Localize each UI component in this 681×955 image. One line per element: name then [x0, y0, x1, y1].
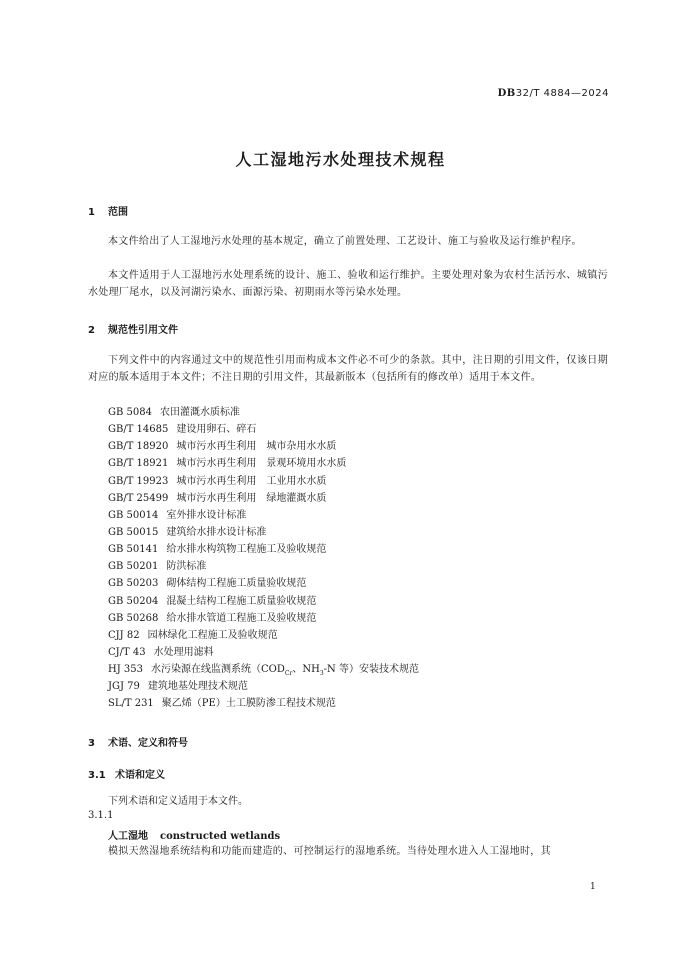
reference-item: GB 50015 建筑给水排水设计标准 [108, 526, 267, 538]
document-title: 人工湿地污水处理技术规程 [235, 150, 446, 169]
reference-item: HJ 353 水污染源在线监测系统（$COD_{Cr}$、$NH_3-N$ 等）安装技术规范 [108, 664, 419, 678]
reference-item: GB 5084 农田灌溉水质标准 [108, 407, 240, 418]
reference-item: GB/T 19923 城市污水再生利用 工业用水水质 [108, 475, 327, 487]
reference-item: CJ/T 43 水处理用滤料 [108, 646, 214, 658]
reference-item: GB 50014 室外排水设计标准 [108, 509, 247, 521]
reference-item: GB/T 25499 城市污水再生利用 绿地灌溉水质 [108, 492, 327, 504]
reference-item: GB/T 18920 城市污水再生利用 城市杂用水水质 [108, 441, 337, 453]
reference-item: GB 50203 砌体结构工程施工质量验收规范 [108, 578, 307, 590]
page-number: 1 [590, 882, 596, 892]
reference-item: JGJ 79 建筑地基处理技术规范 [108, 681, 248, 693]
references-intro: 下列文件中的内容通过文中的规范性引用而构成本文件必不可少的条款。其中，注日期的引用文件，仅该日期对应的版本适用于本文件；不注日期的引用文件，其最新版本（包括所有的修改单）适用于本文件。 [88, 355, 608, 383]
reference-item: GB 50204 混凝土结构工程施工质量验收规范 [108, 595, 317, 607]
term-number: 3.1.1 [88, 810, 114, 821]
section-1-heading: 1 范围 [88, 207, 128, 218]
reference-item: GB 50141 给水排水构筑物工程施工及验收规范 [108, 544, 327, 556]
document-code: DB32/T 4884—2024 [497, 88, 609, 99]
section-2-heading: 2 规范性引用文件 [88, 325, 178, 336]
reference-item: GB 50268 给水排水管道工程施工及验收规范 [108, 612, 317, 624]
reference-list [108, 404, 419, 713]
term-heading: 人工湿地 constructed wetlands [108, 831, 281, 842]
term-definition: 模拟天然湿地系统结构和功能而建造的、可控制运行的湿地系统。当待处理水进入人工湿地时，其 [108, 846, 551, 857]
terms-intro: 下列术语和定义适用于本文件。 [108, 796, 248, 807]
reference-item: SL/T 231 聚乙烯（PE）土工膜防渗工程技术规范 [108, 698, 336, 710]
section-3-1-heading: 3.1 术语和定义 [88, 770, 165, 781]
scope-paragraph-2: 本文件适用于人工湿地污水处理系统的设计、施工、验收和运行维护。主要处理对象为农村生活污水、城镇污水处理厂尾水，以及河湖污染水、面源污染、初期雨水等污染水处理。 [88, 270, 608, 298]
scope-paragraph-1: 本文件给出了人工湿地污水处理的基本规定，确立了前置处理、工艺设计、施工与验收及运行维护程序。 [108, 236, 582, 247]
section-3-heading: 3 术语、定义和符号 [88, 738, 188, 749]
reference-item: GB 50201 防洪标准 [108, 561, 207, 573]
reference-item: CJJ 82 园林绿化工程施工及验收规范 [108, 629, 278, 641]
reference-item: GB/T 14685 建设用卵石、碎石 [108, 424, 257, 436]
reference-item: GB/T 18921 城市污水再生利用 景观环境用水水质 [108, 458, 347, 470]
